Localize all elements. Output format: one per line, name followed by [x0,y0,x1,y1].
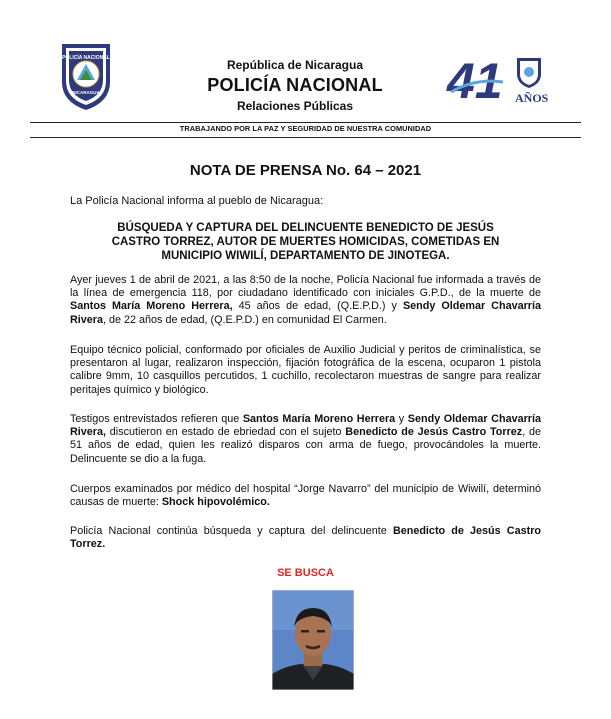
p1-victim-1: Santos María Moreno Herrera, [70,300,233,313]
logo-right-years-text: AÑOS [515,91,549,105]
p3-victim-1: Santos María Moreno Herrera [242,413,396,425]
header-relaciones-publicas: Relaciones Públicas [236,99,354,113]
p1-victim-2: Sendy Oldemar Chavarría Rivera [70,300,541,326]
p5-text-a: Policía Nacional continúa búsqueda y captura del delincuente [70,525,393,537]
press-release-title: NOTA DE PRENSA No. 64 – 2021 [189,162,422,179]
p3-text-b: y [395,413,408,425]
logo-left-bottom-text: NICARAGUA [72,90,100,95]
header-rule-bottom [30,137,581,138]
header-republica: República de Nicaragua [226,58,364,72]
header-block [180,58,410,114]
header-policia-nacional: POLICÍA NACIONAL [207,75,383,95]
p4-cause-of-death: Shock hipovolémico. [161,496,270,509]
p3-text-a: Testigos entrevistados refieren que [70,413,243,425]
paragraph-4 [70,483,541,509]
logo-left-top-text: POLICÍA NACIONAL [62,55,110,61]
p3-text-c: discutieron en estado de ebriedad con el sujeto [106,426,346,439]
paragraph-3 [70,413,541,466]
header-rule-top [30,122,581,123]
header-slogan: TRABAJANDO POR LA PAZ Y SEGURIDAD DE NUESTRA COMUNIDAD [179,124,432,133]
p3-suspect: Benedicto de Jesús Castro Torrez [345,426,523,439]
paragraph-1 [70,274,541,327]
p3-text-d: , de 51 años de edad, quien les realizó disparos con arma de fuego, provocándoles la muerte. Delincuente se dio a la fuga. [70,426,541,465]
p3-victim-2: Sendy Oldemar Chavarría Rivera, [70,413,541,439]
police-shield-logo [58,40,114,112]
wanted-label: SE BUSCA [277,567,334,579]
headline: BÚSQUEDA Y CAPTURA DEL DELINCUENTE BENEDICTO DE JESÚS CASTRO TORREZ, AUTOR DE MUERTES HOMICIDAS, COMETIDAS EN MUNICIPIO WIWILÍ, DEPARTAMENTO DE JINOTEGA. [111,222,500,262]
p4-text-a: Cuerpos examinados por médico del hospital “Jorge Navarro” del municipio de Wiwilí, determinó causas de muerte: [70,483,541,509]
paragraph-2: Equipo técnico policial, conformado por oficiales de Auxilio Judicial y peritos de criminalística, se presentaron al lugar, realizaron inspección, fijación fotográfica de la escena, ocuparon 1 pistola calibre 9mm, 10 casquillos percutidos, 1 cuchillo, recolectaron muestras de sangre para realizar peritajes químico y biológico. [70,344,541,396]
logo-right-number: 41 [447,53,503,108]
suspect-photo [272,590,354,690]
paragraph-5 [70,525,541,551]
p1-text-b: 45 años de edad, (Q.E.P.D.) y [232,300,403,313]
p5-suspect: Benedicto de Jesús Castro Torrez. [70,525,541,551]
p1-text-a: Ayer jueves 1 de abril de 2021, a las 8:50 de la noche, Policía Nacional fue informada a través de la línea de emergencia 118, por ciudadano identificado con iniciales G.P.D., de la muerte de [70,274,541,300]
anniversary-41-logo [445,52,549,108]
intro-line: La Policía Nacional informa al pueblo de Nicaragua: [70,195,324,207]
p1-text-c: , de 22 años de edad, (Q.E.P.D.) en comunidad El Carmen. [103,313,387,326]
